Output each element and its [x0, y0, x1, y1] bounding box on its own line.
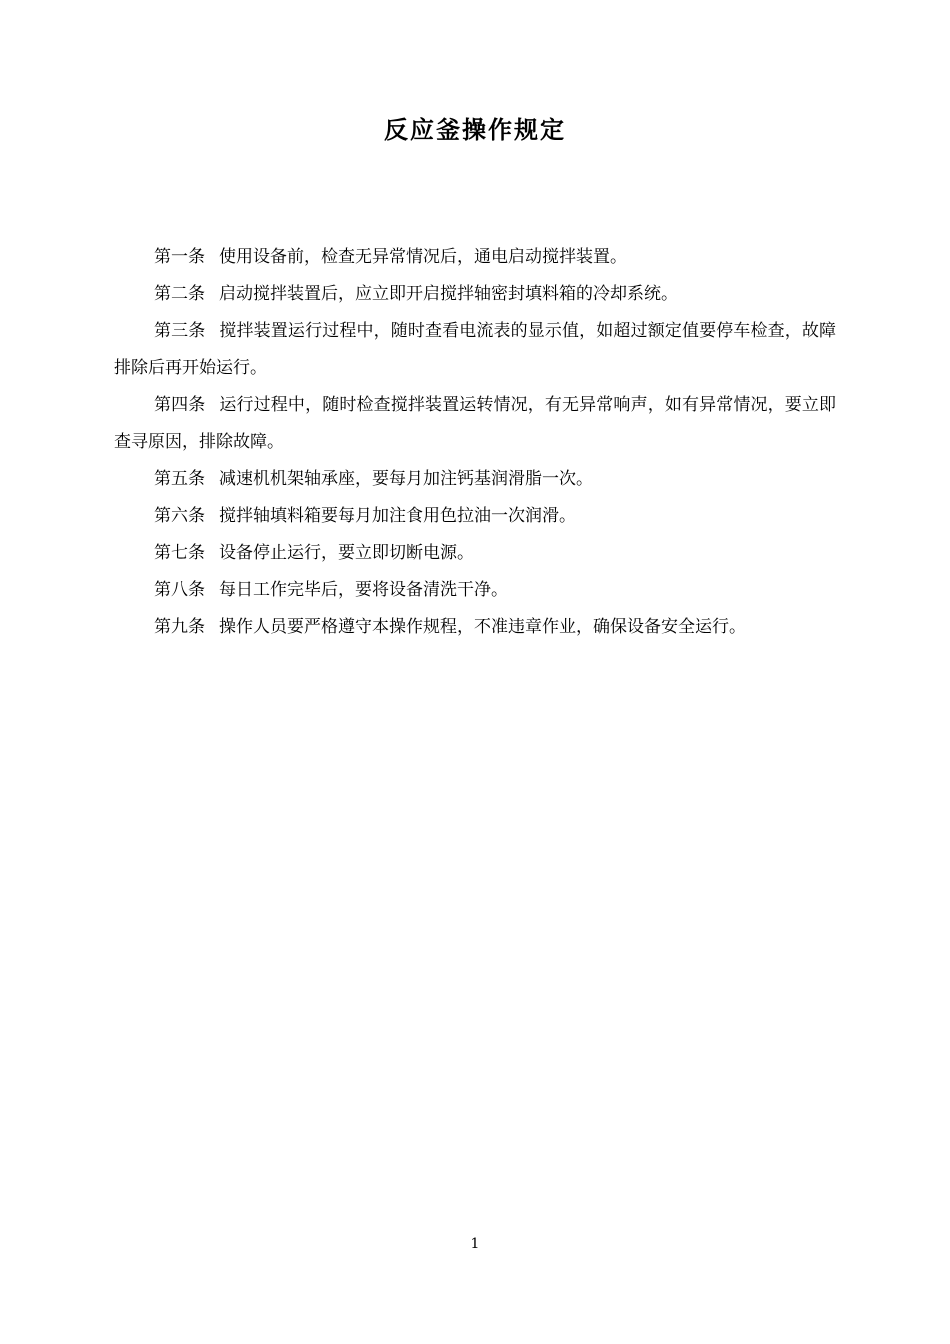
article-text: 搅拌轴填料箱要每月加注食用色拉油一次润滑。: [219, 506, 576, 526]
document-title: 反应釜操作规定: [384, 116, 566, 144]
article-text: 减速机机架轴承座，要每月加注钙基润滑脂一次。: [219, 469, 593, 489]
article-4: [114, 387, 836, 461]
article-text: 使用设备前，检查无异常情况后，通电启动搅拌装置。: [219, 247, 627, 267]
article-number: 第九条: [154, 617, 205, 637]
page-number: 1: [470, 1236, 480, 1252]
article-3: [114, 313, 836, 387]
article-5: [114, 461, 836, 498]
article-1: [114, 239, 836, 276]
article-number: 第八条: [154, 580, 205, 600]
article-9: [114, 609, 836, 646]
article-text: 运行过程中，随时检查搅拌装置运转情况，有无异常响声，如有异常情况，要立即查寻原因，排除故障。: [114, 395, 837, 452]
document-body: [114, 239, 836, 646]
article-number: 第三条: [154, 321, 206, 341]
article-text: 搅拌装置运行过程中，随时查看电流表的显示值，如超过额定值要停车检查，故障排除后再开始运行。: [114, 321, 837, 378]
article-text: 操作人员要严格遵守本操作规程，不准违章作业，确保设备安全运行。: [219, 617, 746, 637]
article-number: 第六条: [154, 506, 205, 526]
article-text: 每日工作完毕后，要将设备清洗干净。: [219, 580, 508, 600]
article-number: 第二条: [154, 284, 205, 304]
article-text: 启动搅拌装置后，应立即开启搅拌轴密封填料箱的冷却系统。: [219, 284, 678, 304]
article-number: 第四条: [154, 395, 206, 415]
article-number: 第五条: [154, 469, 205, 489]
article-6: [114, 498, 836, 535]
article-8: [114, 572, 836, 609]
article-text: 设备停止运行，要立即切断电源。: [219, 543, 474, 563]
article-7: [114, 535, 836, 572]
article-number: 第七条: [154, 543, 205, 563]
article-2: [114, 276, 836, 313]
article-number: 第一条: [154, 247, 205, 267]
